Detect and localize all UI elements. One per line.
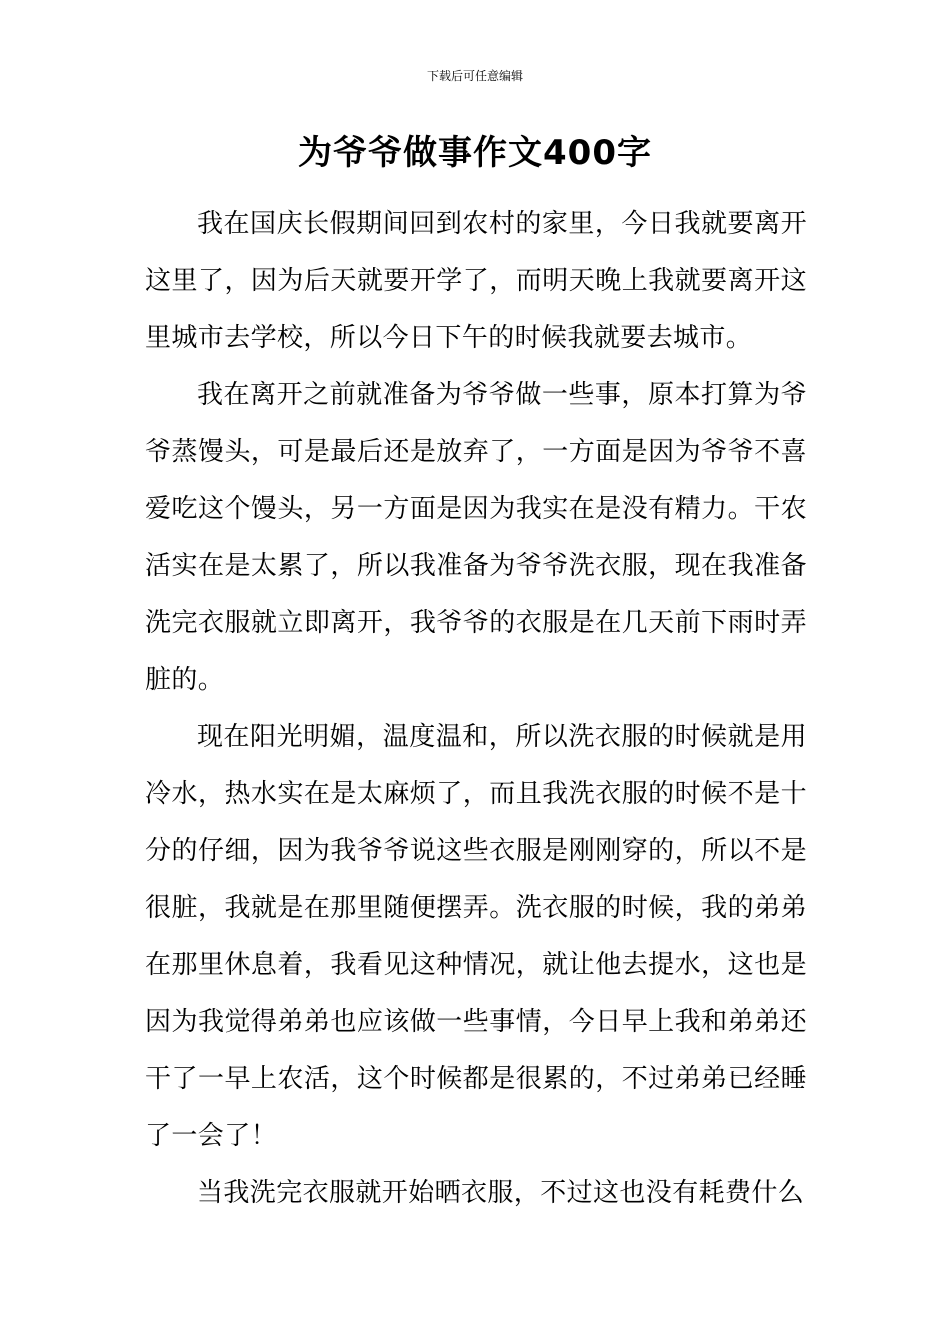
document-title: 为爷爷做事作文400字 <box>298 133 652 173</box>
paragraph-4: 当我洗完衣服就开始晒衣服，不过这也没有耗费什么 <box>197 1178 805 1208</box>
header-note: 下载后可任意编辑 <box>426 69 523 83</box>
paragraph-1: 我在国庆长假期间回到农村的家里，今日我就要离开这里了，因为后天就要开学了，而明天晚上我就要离开这里城市去学校，所以今日下午的时候我就要去城市。 <box>145 209 807 353</box>
paragraph-3: 现在阳光明媚，温度温和，所以洗衣服的时候就是用冷水，热水实在是太麻烦了，而且我洗衣服的时候不是十分的仔细，因为我爷爷说这些衣服是刚刚穿的，所以不是很脏，我就是在那里随便摆弄。洗衣服的时候，我的弟弟在那里休息着，我看见这种情况，就让他去提水，这也是因为我觉得弟弟也应该做一些事情，今日早上我和弟弟还干了一早上农活，这个时候都是很累的，不过弟弟已经睡了一会了！ <box>145 722 807 1151</box>
paragraph-2: 我在离开之前就准备为爷爷做一些事，原本打算为爷爷蒸馒头，可是最后还是放弃了，一方面是因为爷爷不喜爱吃这个馒头，另一方面是因为我实在是没有精力。干农活实在是太累了，所以我准备为爷爷洗衣服，现在我准备洗完衣服就立即离开，我爷爷的衣服是在几天前下雨时弄脏的。 <box>145 380 807 695</box>
document-body <box>145 196 807 1222</box>
